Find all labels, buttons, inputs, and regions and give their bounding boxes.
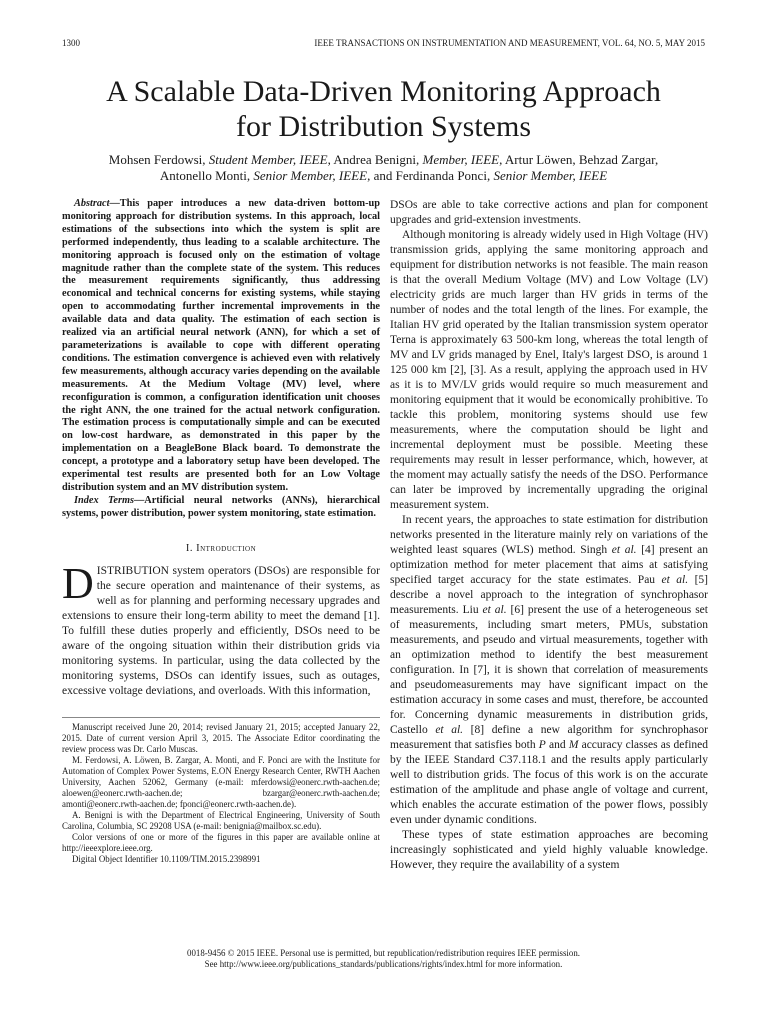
math-symbol: P — [538, 739, 546, 751]
title-line-1: A Scalable Data-Driven Monitoring Approach — [106, 75, 661, 108]
footnote-affiliation: M. Ferdowsi, A. Löwen, B. Zargar, A. Monti, and F. Ponci are with the Institute for Automation of Complex Power Systems, E.ON Energy Research Center, RWTH Aachen University, Aachen 52062, Germany (e-mail: mferdowsi@eonerc.rwth-aachen.de; aloewen@eonerc.rwth-aachen.de; bzargar@eonerc.rwth-aachen.de; amonti@eonerc.rwth-aachen.de; fponci@eonerc.rwth-aachen.de). — [62, 754, 380, 809]
footnote-doi: Digital Object Identifier 10.1109/TIM.2015.2398991 — [72, 853, 261, 864]
body-text: [4] present an optimization method for meter placement that aims at satisfying specified target accuracy for the state estimates. Pau — [390, 544, 708, 586]
author-text: , Andrea Benigni, — [327, 152, 423, 167]
paper-title — [62, 74, 705, 144]
index-terms-label: Index Terms — [74, 494, 134, 506]
author-role: Member, IEEE — [422, 152, 500, 167]
body-paragraph: These types of state estimation approaches are becoming increasingly sophisticated and yield highly valuable knowledge. However, they require the availability of a system — [390, 829, 708, 871]
body-text: and — [545, 739, 569, 751]
page-number: 1300 — [62, 38, 80, 48]
journal-name: IEEE TRANSACTIONS ON INSTRUMENTATION AND MEASUREMENT, VOL. 64, NO. 5, MAY 2015 — [314, 38, 705, 48]
abstract-text: —This paper introduces a new data-driven bottom-up monitoring approach for distribution systems. In this approach, local estimations of the subsections into which the system is split are performed independently, thus leading to a scalable architecture. The monitoring approach is focused only on the estimation of voltage magnitude rather than the complete state of the system. This reduces the measurement requirements significantly, thus addressing economical and technical concerns for existing systems, while staying open to accommodating further incremental improvements in the available data and data quality. The estimation of each section is realized via an artificial neural network (ANN), for which a set of parameterizations is available to cope with different operating conditions. The estimation convergence is achieved even with relatively few measurements, although accuracy varies depending on the available measurements. At the Medium Voltage (MV) level, where reconfiguration is common, a configuration identification unit chooses the right ANN, the one trained for the actual network configuration. The estimation process is computationally simple and can be executed on low-cost hardware, as demonstrated in this paper by the implementation on a BeagleBone Black board. To demonstrate the concept, a prototype and a laboratory setup have been developed. The experimental test results are presented both for an Low Voltage distribution system and an MV distribution system. — [62, 198, 380, 493]
footnote-affiliation-2: A. Benigni is with the Department of Electrical Engineering, University of South Carolina, Columbia, SC 29208 USA (e-mail: benignia@mailbox.sc.edu). — [62, 809, 380, 831]
author-text: , Artur Löwen, Behzad Zargar, — [499, 152, 659, 167]
body-paragraph: Although monitoring is already widely used in High Voltage (HV) transmission grids, applying the same monitoring approach and equipment for distribution networks is not feasible. The main reason is that the overall Medium Voltage (MV) and Low Voltage (LV) electricity grids are much larger than HV grids in terms of the number of nodes and the total length of the lines. For example, the Italian HV grid operated by the Italian transmission system operator Terna is approximately 63 500-km long, whereas the total length of MV and LV grids managed by Enel, Italy's largest DSO, is around 1 125 000 km [2], [3]. As a result, applying the approach used in HV as it is to MV/LV grids would require so much measurement and monitoring equipment that it would be economically prohibitive. To tackle this problem, monitoring systems should use few measurements, where the computation should be light and incremental deployment must be possible. Meeting these requirements may result in lesser performance, which, however, at the moment may actually satisfy the needs of the DSO. Performance can later be improved by incrementally upgrading the original measurement system. — [390, 229, 708, 511]
abstract-label: Abstract — [74, 198, 110, 209]
index-terms-text: —Artificial neural networks (ANNs), hierarchical systems, power distribution, power system monitoring, state estimation. — [62, 494, 380, 519]
author-text: Mohsen Ferdowsi, — [108, 152, 209, 167]
intro-text: ISTRIBUTION system operators (DSOs) are responsible for the secure operation and maintenance of their systems, as well as for planning and performing necessary upgrades and extensions to ensure their long-term ability to meet the demand [1]. To fulfill these duties properly and efficiently, DSOs need to be aware of the ongoing situation within their distribution grids via monitoring systems. In particular, using the data collected by the monitoring systems, DSOs can identify issues, such as outages, excessive voltage deviations, and overloads. With this information, — [62, 564, 380, 697]
footnotes — [62, 717, 380, 865]
drop-cap: D — [62, 558, 94, 608]
footnote-color: Color versions of one or more of the figures in this paper are available online at http://ieeexplore.ieee.org. — [62, 831, 380, 853]
et-al: et al. — [435, 724, 464, 736]
copyright-notice — [62, 948, 705, 970]
footnote-received: Manuscript received June 20, 2014; revised January 21, 2015; accepted January 22, 2015. Date of current version April 3, 2015. The Associate Editor coordinating the review process was Dr. Carlo Muscas. — [62, 721, 380, 754]
body-text: [6] present the use of a heterogeneous set of measurements, including smart meters, PMUs, substation measurements, and pseudo and virtual measurements, together with an optimization method to identify the best measurement configuration. In [7], it is shown that correlation of measurements and pseudomeasurements may have significant impact on the estimation accuracy in some cases and must, therefore, be accounted for. Concerning dynamic measurements in distribution grids, Castello — [390, 604, 708, 736]
intro-paragraph — [62, 558, 380, 699]
author-text: Antonello Monti, — [159, 168, 254, 183]
author-list — [62, 152, 705, 184]
right-column — [390, 198, 708, 873]
copyright-line-2: See http://www.ieee.org/publications_standards/publications/rights/index.html for more information. — [204, 959, 563, 969]
author-role: Senior Member, IEEE — [493, 168, 608, 183]
introduction-body — [62, 558, 380, 699]
section-title: Introduction — [196, 542, 257, 554]
body-text: [8] define a new algorithm for synchrophasor measurement that satisfies both — [390, 724, 708, 751]
author-text: , and Ferdinanda Ponci, — [367, 168, 494, 183]
copyright-line-1: 0018-9456 © 2015 IEEE. Personal use is permitted, but republication/redistribution requires IEEE permission. — [187, 948, 580, 958]
abstract — [62, 198, 380, 495]
section-numeral: I. — [185, 542, 197, 554]
index-terms — [62, 495, 380, 521]
et-al: et al. — [482, 604, 507, 616]
left-column — [62, 198, 380, 865]
body-paragraph: DSOs are able to take corrective actions and plan for component upgrades and grid-extension investments. — [390, 199, 708, 226]
title-line-2: for Distribution Systems — [235, 110, 531, 143]
section-heading — [62, 541, 380, 556]
body-paragraph — [390, 513, 708, 828]
et-al: et al. — [611, 544, 637, 556]
author-role: Student Member, IEEE — [208, 152, 328, 167]
body-text: In recent years, the approaches to state estimation for distribution networks presented in the literature mainly rely on variations of the weighted least squares (WLS) method. Singh — [390, 514, 708, 556]
et-al: et al. — [661, 574, 689, 586]
author-role: Senior Member, IEEE — [253, 168, 368, 183]
body-text: [5] describe a novel approach to the integration of synchrophasor measurements. Liu — [390, 574, 709, 616]
body-text: accuracy classes as defined by the IEEE Standard C37.118.1 and the results apply particularly well to distribution grids. The focus of this work is on the accurate estimation of the amplitude and phase angle of voltage and current, which enables the accurate estimation of the power flows, possibly even under dynamic conditions. — [390, 739, 708, 826]
math-symbol: M — [568, 739, 579, 751]
